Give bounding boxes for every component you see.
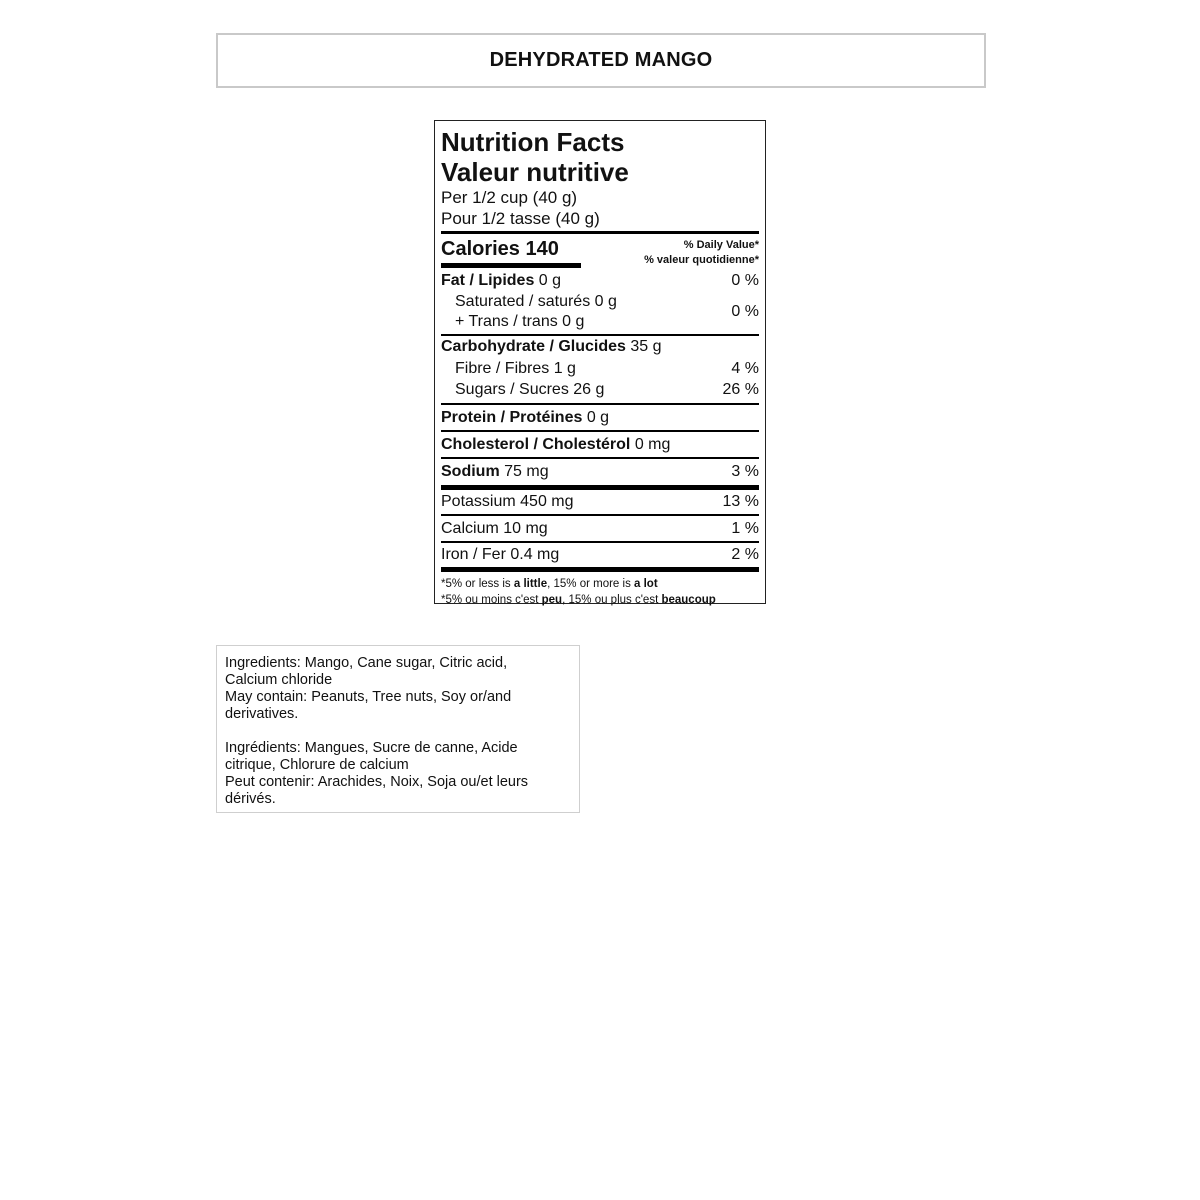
saturated-label: Saturated / saturés 0 g xyxy=(455,293,617,310)
iron-dv: 2 % xyxy=(731,546,759,563)
daily-value-header xyxy=(644,238,759,268)
sat-trans-dv: 0 % xyxy=(731,303,759,320)
fibre-dv: 4 % xyxy=(731,359,759,377)
sugars-row xyxy=(441,379,759,401)
cholesterol-label: Cholesterol / Cholestérol xyxy=(441,435,631,453)
ingredients-en-line: Ingredients: Mango, Cane sugar, Citric acid, xyxy=(225,655,508,671)
calcium-label: Calcium 10 mg xyxy=(441,519,548,537)
allergens-fr-line: dérivés. xyxy=(225,791,276,807)
calories-underline xyxy=(441,263,581,268)
product-title-box xyxy=(216,33,986,88)
cholesterol-amount: 0 mg xyxy=(634,435,671,453)
serving-size-fr: Pour 1/2 tasse (40 g) xyxy=(441,209,600,228)
calories-label: Calories 140 xyxy=(441,238,559,260)
iron-label: Iron / Fer 0.4 mg xyxy=(441,546,560,563)
fibre-row xyxy=(441,358,759,379)
potassium-dv: 13 % xyxy=(722,493,759,510)
sugars-dv: 26 % xyxy=(722,381,759,398)
allergens-en-line: May contain: Peanuts, Tree nuts, Soy or/and xyxy=(225,689,512,705)
divider-thick xyxy=(441,567,759,572)
protein-label: Protein / Protéines xyxy=(441,408,583,426)
cholesterol-row xyxy=(441,432,759,457)
fat-row xyxy=(441,270,759,292)
sugars-label: Sugars / Sucres 26 g xyxy=(455,381,605,398)
fat-dv: 0 % xyxy=(731,272,759,289)
dv-header-fr: % valeur quotidienne* xyxy=(644,254,759,266)
calcium-dv: 1 % xyxy=(731,519,759,537)
allergens-en-line: derivatives. xyxy=(225,706,299,722)
calories-row xyxy=(441,234,759,270)
dv-header-en: % Daily Value* xyxy=(683,239,759,251)
ingredients-fr-line: Ingrédients: Mangues, Sucre de canne, Acide xyxy=(225,740,518,756)
iron-row xyxy=(441,543,759,567)
trans-label: + Trans / trans 0 g xyxy=(455,313,585,330)
fat-amount: 0 g xyxy=(538,272,562,289)
carb-amount: 35 g xyxy=(630,338,662,355)
nutrition-heading-fr: Valeur nutritive xyxy=(441,157,629,187)
protein-row xyxy=(441,405,759,430)
footnote-fr: *5% ou moins c'est peu, 15% ou plus c'est beaucoup xyxy=(441,594,716,606)
footnote-en: *5% or less is a little, 15% or more is a lot xyxy=(441,578,658,590)
potassium-row xyxy=(441,490,759,514)
product-title: DEHYDRATED MANGO xyxy=(489,49,713,71)
fat-label: Fat / Lipides xyxy=(441,272,535,289)
ingredients-box xyxy=(216,645,580,813)
sodium-dv: 3 % xyxy=(731,463,759,480)
allergens-fr-line: Peut contenir: Arachides, Noix, Soja ou/et leurs xyxy=(225,774,529,790)
fibre-label: Fibre / Fibres 1 g xyxy=(455,359,576,377)
carb-label: Carbohydrate / Glucides xyxy=(441,338,626,355)
ingredients-fr-line: citrique, Chlorure de calcium xyxy=(225,757,409,773)
calcium-row xyxy=(441,516,759,541)
footnote xyxy=(441,576,759,608)
nutrition-heading-en: Nutrition Facts xyxy=(441,127,625,157)
protein-amount: 0 g xyxy=(586,408,610,426)
serving-size-en: Per 1/2 cup (40 g) xyxy=(441,188,578,207)
sodium-row xyxy=(441,459,759,485)
potassium-label: Potassium 450 mg xyxy=(441,493,574,510)
sat-trans-row xyxy=(441,292,759,332)
ingredients-en-line: Calcium chloride xyxy=(225,672,333,688)
carb-row xyxy=(441,336,759,358)
nutrition-facts-table xyxy=(434,120,766,604)
sodium-amount: 75 mg xyxy=(504,463,549,480)
sodium-label: Sodium xyxy=(441,463,500,480)
